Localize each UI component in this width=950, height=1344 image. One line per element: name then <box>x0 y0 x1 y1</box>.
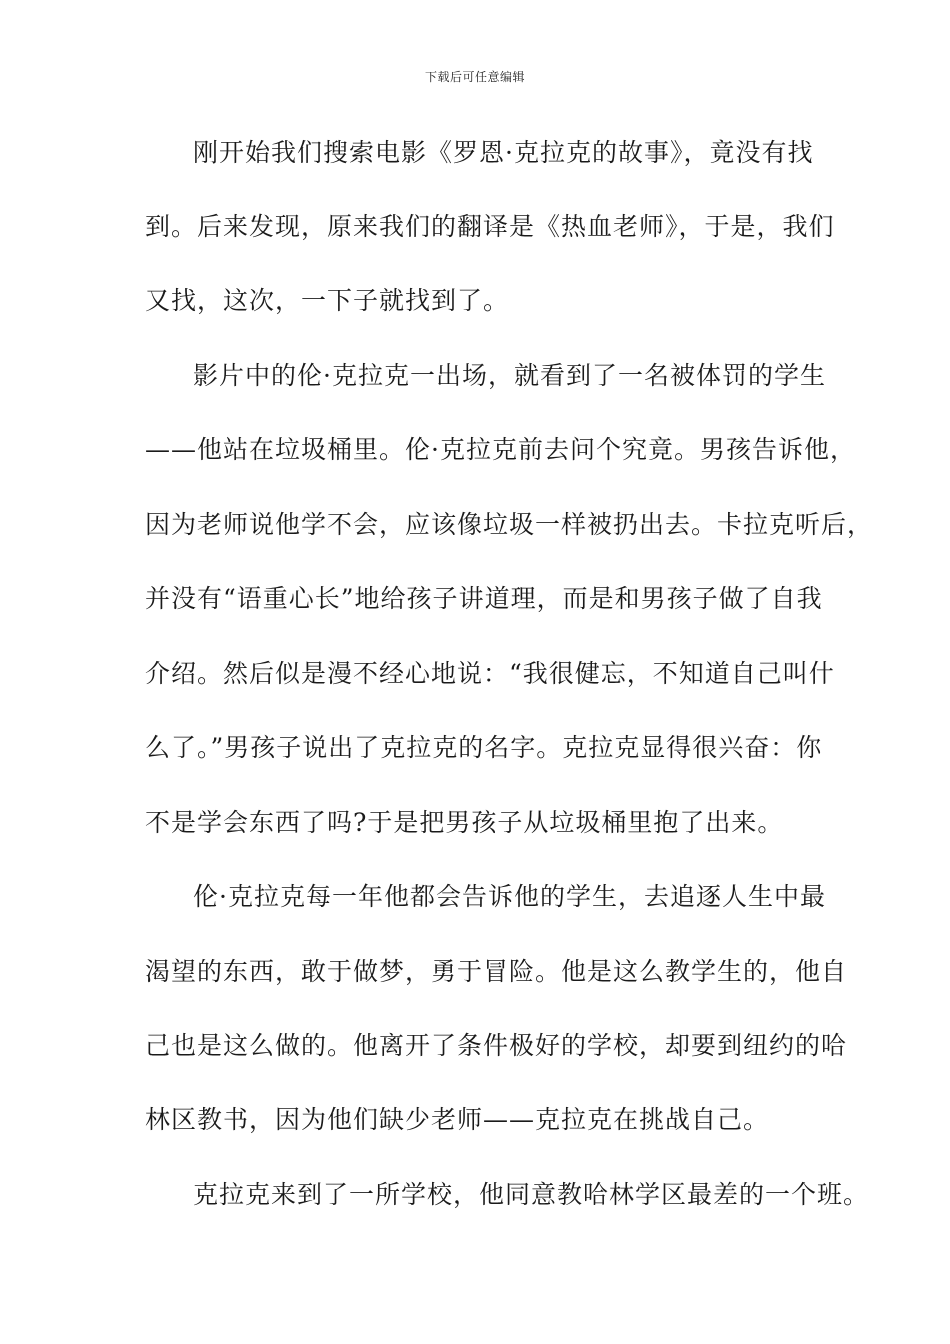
text-line: 到。后来发现，原来我们的翻译是《热血老师》，于是，我们 <box>145 212 835 241</box>
text-line: 因为老师说他学不会，应该像垃圾一样被扔出去。卡拉克听后， <box>145 510 874 539</box>
text-line: 己也是这么做的。他离开了条件极好的学校，却要到纽约的哈 <box>145 1031 848 1060</box>
text-line: 么了。”男孩子说出了克拉克的名字。克拉克显得很兴奋：你 <box>145 733 823 762</box>
text-line: 林区教书，因为他们缺少老师——克拉克在挑战自己。 <box>145 1105 770 1134</box>
text-line: 并没有“语重心长”地给孩子讲道理，而是和男孩子做了自我 <box>145 584 823 613</box>
text-line: 又找，这次，一下子就找到了。 <box>145 286 510 315</box>
text-line: 介绍。然后似是漫不经心地说：“我很健忘，不知道自己叫什 <box>145 659 835 688</box>
text-line: ——他站在垃圾桶里。伦·克拉克前去问个究竟。男孩告诉他， <box>145 435 856 464</box>
text-line: 影片中的伦·克拉克一出场，就看到了一名被体罚的学生 <box>193 361 826 390</box>
text-line: 刚开始我们搜索电影《罗恩·克拉克的故事》，竟没有找 <box>193 138 814 167</box>
text-line: 渴望的东西，敢于做梦，勇于冒险。他是这么教学生的，他自 <box>145 957 848 986</box>
text-line: 克拉克来到了一所学校，他同意教哈林学区最差的一个班。 <box>193 1180 870 1209</box>
text-line: 伦·克拉克每一年他都会告诉他的学生，去追逐人生中最 <box>193 882 826 911</box>
header-note: 下载后可任意编辑 <box>424 70 525 84</box>
text-line: 不是学会东西了吗?于是把男孩子从垃圾桶里抱了出来。 <box>145 808 784 837</box>
